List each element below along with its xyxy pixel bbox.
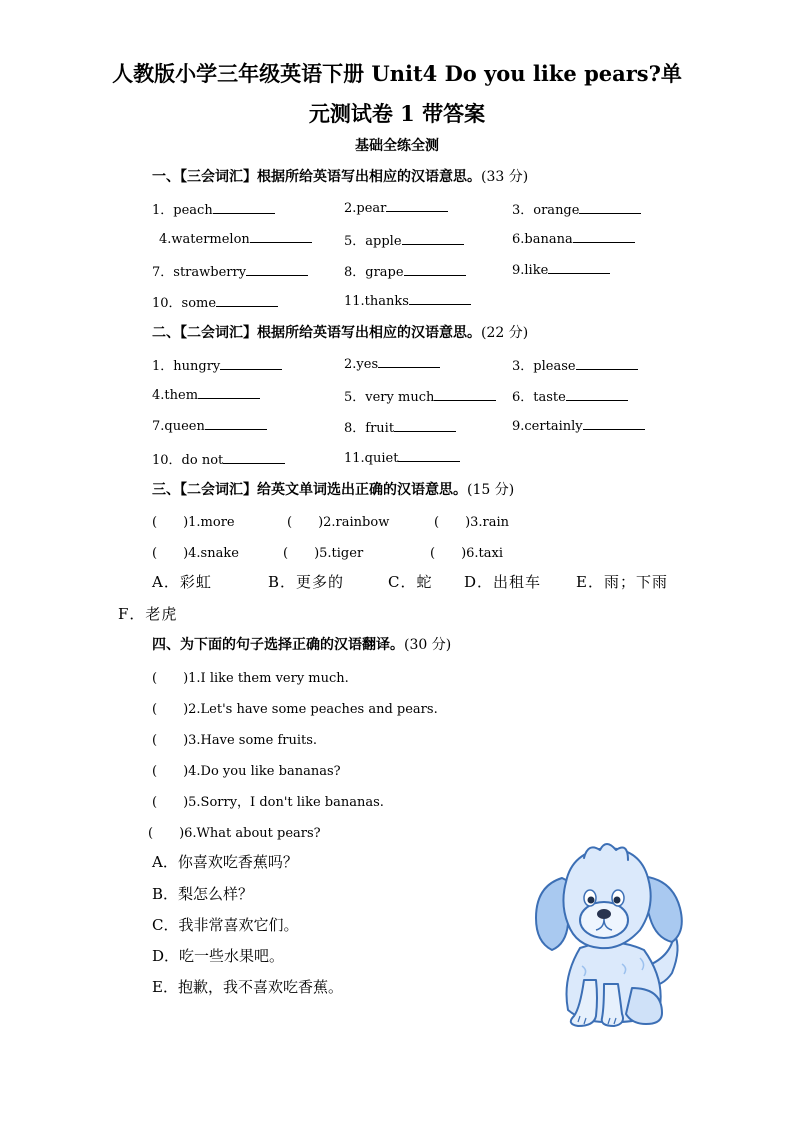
answer-blank[interactable] [576, 357, 638, 370]
answer-blank[interactable] [434, 388, 496, 401]
answer-blank[interactable] [223, 451, 285, 464]
option-d: D．出租车 [464, 573, 542, 591]
translation-option-c: C．我非常喜欢它们。 [152, 916, 299, 934]
answer-blank[interactable] [250, 230, 312, 243]
option-b: B．更多的 [268, 573, 345, 591]
section-2-item: 6．taste [512, 386, 628, 405]
section-2-item: 8．fruit [344, 417, 456, 436]
section-1-item: 3．orange [512, 199, 641, 218]
option-a: A．彩虹 [152, 573, 212, 591]
section-1-item: 2.pear [344, 199, 448, 216]
translation-option-d: D．吃一些水果吧。 [152, 947, 285, 965]
section-2-item: 10．do not [152, 449, 285, 468]
option-e: E．雨；下雨 [576, 573, 668, 591]
section-4-heading: 四、为下面的句子选择正确的汉语翻译。(30 分) [152, 637, 452, 653]
answer-blank[interactable] [409, 292, 471, 305]
answer-blank[interactable] [398, 449, 460, 462]
answer-blank[interactable] [378, 355, 440, 368]
section-1-item: 6.banana [512, 230, 635, 247]
section-3-heading: 三、【二会词汇】给英文单词选出正确的汉语意思。(15 分) [152, 482, 515, 498]
answer-blank[interactable] [573, 230, 635, 243]
answer-blank[interactable] [246, 263, 308, 276]
answer-blank[interactable] [205, 417, 267, 430]
answer-blank[interactable] [386, 199, 448, 212]
section-1-item: 4.watermelon [159, 230, 312, 247]
section-2-heading: 二、【二会词汇】根据所给英语写出相应的汉语意思。(22 分) [152, 325, 529, 341]
section-1-item: 8．grape [344, 261, 466, 280]
section-3-item[interactable]: ( )1.more [152, 515, 235, 530]
section-4-item[interactable]: ( )1.I like them very much. [152, 671, 349, 686]
answer-blank[interactable] [198, 386, 260, 399]
puppy-illustration [522, 838, 700, 1030]
section-2-item: 7.queen [152, 417, 267, 434]
section-1-item: 1．peach [152, 199, 275, 218]
section-4-item[interactable]: ( )4.Do you like bananas? [152, 764, 341, 779]
section-4-item[interactable]: ( )5.Sorry，I don't like bananas. [152, 795, 384, 810]
section-1-item: 10．some [152, 292, 278, 311]
section-1-item: 11.thanks [344, 292, 471, 309]
section-4-item[interactable]: ( )6.What about pears? [148, 826, 321, 841]
section-2-item: 9.certainly [512, 417, 645, 434]
section-2-item: 2.yes [344, 355, 440, 372]
option-c: C．蛇 [388, 573, 433, 591]
section-3-item[interactable]: ( )4.snake [152, 546, 239, 561]
section-3-item[interactable]: ( )5.tiger [283, 546, 364, 561]
answer-blank[interactable] [213, 201, 275, 214]
section-2-item: 11.quiet [344, 449, 460, 466]
section-2-item: 3．please [512, 355, 638, 374]
translation-option-e: E．抱歉，我不喜欢吃香蕉。 [152, 978, 343, 996]
section-1-heading: 一、【三会词汇】根据所给英语写出相应的汉语意思。(33 分) [152, 169, 529, 185]
answer-blank[interactable] [404, 263, 466, 276]
translation-option-b: B．梨怎么样？ [152, 885, 254, 903]
section-2-item: 1．hungry [152, 355, 282, 374]
answer-blank[interactable] [216, 294, 278, 307]
section-4-item[interactable]: ( )2.Let's have some peaches and pears. [152, 702, 438, 717]
subtitle: 基础全练全测 [355, 138, 439, 154]
section-2-item: 5．very much [344, 386, 496, 405]
translation-option-a: A．你喜欢吃香蕉吗？ [152, 853, 298, 871]
answer-blank[interactable] [394, 419, 456, 432]
answer-blank[interactable] [583, 417, 645, 430]
page-title-line-1: 人教版小学三年级英语下册 Unit4 Do you like pears?单 [112, 61, 682, 86]
section-2-item: 4.them [152, 386, 260, 403]
answer-blank[interactable] [402, 232, 464, 245]
section-1-item: 5．apple [344, 230, 464, 249]
section-3-item[interactable]: ( )6.taxi [430, 546, 504, 561]
section-3-item[interactable]: ( )2.rainbow [287, 515, 390, 530]
page-title-line-2: 元测试卷 1 带答案 [308, 101, 486, 126]
option-f: F．老虎 [118, 605, 178, 623]
section-3-item[interactable]: ( )3.rain [434, 515, 510, 530]
answer-blank[interactable] [566, 388, 628, 401]
section-1-item: 7．strawberry [152, 261, 308, 280]
answer-blank[interactable] [220, 357, 282, 370]
answer-blank[interactable] [548, 261, 610, 274]
section-1-item: 9.like [512, 261, 610, 278]
section-4-item[interactable]: ( )3.Have some fruits. [152, 733, 318, 748]
answer-blank[interactable] [579, 201, 641, 214]
